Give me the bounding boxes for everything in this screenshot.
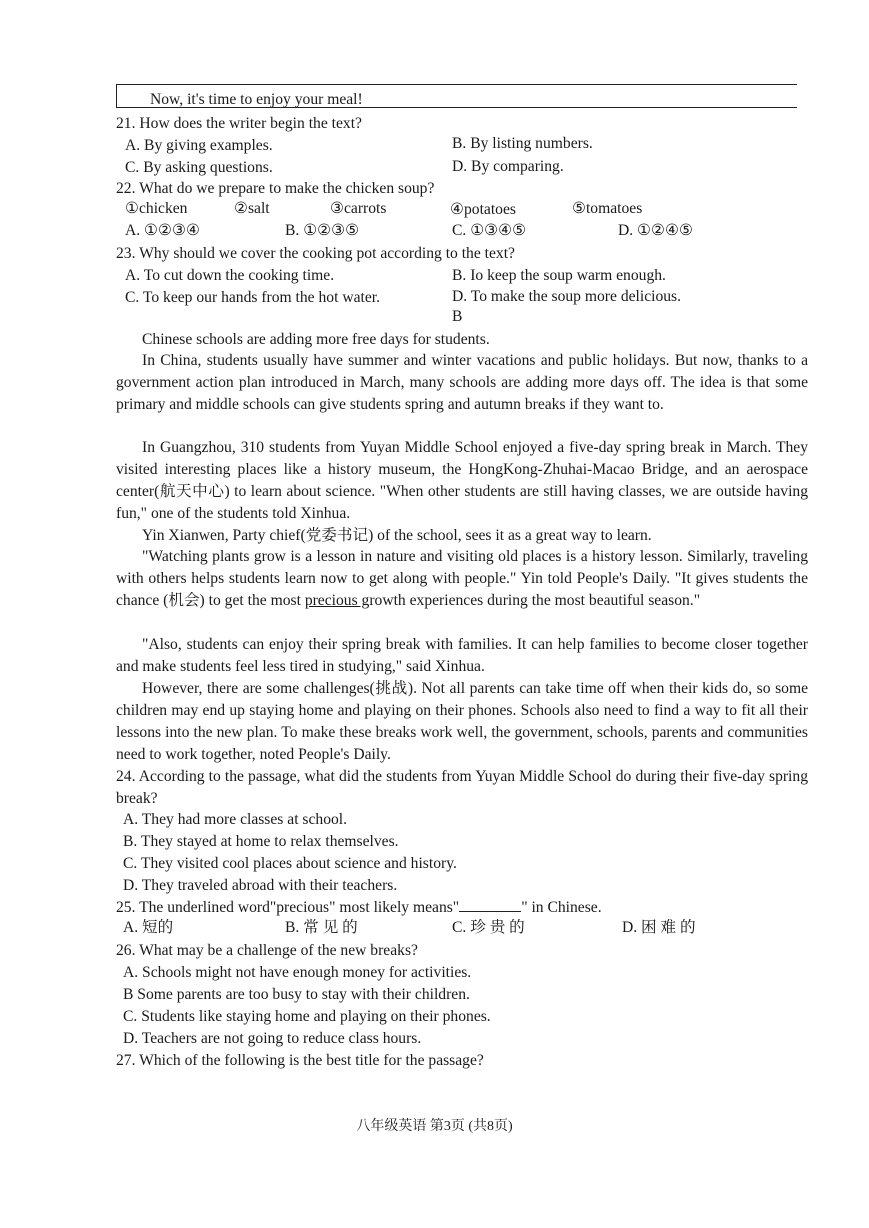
q23-option-c: C. To keep our hands from the hot water. (125, 289, 380, 306)
paragraph-4-text-end: rowth experiences during the most beautiful season." (369, 591, 701, 609)
q26-option-b: B Some parents are too busy to stay with their children. (123, 986, 470, 1003)
q21-option-d: D. By comparing. (452, 158, 564, 175)
q25-stem-start: 25. The underlined word"precious" most likely means" (116, 899, 460, 916)
q22-item-3: ③carrots (330, 200, 387, 217)
question-27: 27. Which of the following is the best title for the passage? (116, 1052, 484, 1069)
question-25 (116, 897, 602, 919)
q21-option-b: B. By listing numbers. (452, 135, 593, 152)
q22-item-2: ②salt (234, 200, 270, 217)
q24-option-b: B. They stayed at home to relax themselves. (123, 833, 399, 850)
q23-option-b: B. Io keep the soup warm enough. (452, 267, 666, 284)
page-footer: 八年级英语 第3页 (共8页) (356, 1119, 513, 1134)
question-26: 26. What may be a challenge of the new breaks? (116, 942, 418, 959)
passage-title: Chinese schools are adding more free days for students. (142, 331, 490, 348)
q25-stem-end: " in Chinese. (521, 899, 602, 916)
q24-option-a: A. They had more classes at school. (123, 811, 348, 828)
question-22: 22. What do we prepare to make the chicken soup? (116, 180, 435, 197)
passage-paragraph-5 (116, 634, 808, 678)
section-b-label: B (452, 308, 463, 325)
q21-option-a: A. By giving examples. (125, 137, 273, 154)
q26-option-c: C. Students like staying home and playing on their phones. (123, 1008, 491, 1025)
q26-option-a: A. Schools might not have enough money for activities. (123, 964, 472, 981)
q25-option-a: A. 短的 (123, 919, 174, 936)
question-21: 21. How does the writer begin the text? (116, 115, 362, 132)
q22-option-c: C. ①③④⑤ (452, 222, 527, 239)
q22-option-a: A. ①②③④ (125, 222, 200, 239)
paragraph-1-text: In China, students usually have summer and winter vacations and public holidays. But now, thanks to a government action plan introduced in March, many schools are adding more days off. The idea is that some primary and middle schools can give students spring and autumn breaks if they want to. (116, 352, 808, 413)
q22-item-5: ⑤tomatoes (572, 200, 643, 217)
question-24: 24. According to the passage, what did the students from Yuyan Middle School do during their five-day spring break? (116, 768, 808, 807)
box-closing-line: Now, it's time to enjoy your meal! (150, 91, 363, 108)
q21-option-c: C. By asking questions. (125, 159, 273, 176)
q22-option-b: B. ①②③⑤ (285, 222, 360, 239)
q24-option-d: D. They traveled abroad with their teachers. (123, 877, 398, 894)
paragraph-6-text: However, there are some challenges(挑战). Not all parents can take time off when their kids do, so some children may end up staying home and playing on their phones. Schools also need to find a way to fit all their lessons into the new plan. To make these breaks work well, the government, schools, parents and communities need to work together, noted People's Daily. (116, 680, 808, 763)
q24-option-c: C. They visited cool places about science and history. (123, 855, 457, 872)
passage-paragraph-2 (116, 437, 808, 525)
underlined-word-precious: precious g (304, 591, 370, 609)
paragraph-2-text: In Guangzhou, 310 students from Yuyan Middle School enjoyed a five-day spring break in March. They visited interesting places like a history museum, the HongKong-Zhuhai-Macao Bridge, and an aerospace center(航天中心) to learn about science. "When other students are still having classes, we are outside having fun," one of the students told Xinhua. (116, 439, 808, 522)
passage-paragraph-6 (116, 678, 808, 766)
paragraph-3-text: Yin Xianwen, Party chief(党委书记) of the school, sees it as a great way to learn. (142, 527, 652, 544)
q23-option-d: D. To make the soup more delicious. (452, 288, 682, 305)
q22-option-d: D. ①②④⑤ (618, 222, 693, 239)
q25-option-b: B. 常 见 的 (285, 919, 358, 936)
paragraph-4-text-start: "Watching plants grow is a lesson in nature and visiting old places is a history lesson. Similarly, traveling with others helps students learn now to get along with people." Yin told People's Daily. "It gives students the chance (机会) to get the most (116, 548, 808, 609)
passage-paragraph-1 (116, 350, 808, 416)
q23-option-a: A. To cut down the cooking time. (125, 267, 335, 284)
answer-blank (459, 897, 521, 912)
passage-paragraph-3 (116, 525, 808, 547)
q22-item-1: ①chicken (125, 200, 188, 217)
paragraph-5-text: "Also, students can enjoy their spring break with families. It can help families to become closer together and make students feel less tired in studying," said Xinhua. (116, 636, 808, 675)
question-23: 23. Why should we cover the cooking pot according to the text? (116, 245, 515, 262)
q25-option-c: C. 珍 贵 的 (452, 919, 525, 936)
q22-item-4: ④potatoes (450, 201, 516, 218)
q26-option-d: D. Teachers are not going to reduce class hours. (123, 1030, 422, 1047)
q25-option-d: D. 困 难 的 (622, 919, 696, 936)
passage-paragraph-4 (116, 546, 808, 612)
